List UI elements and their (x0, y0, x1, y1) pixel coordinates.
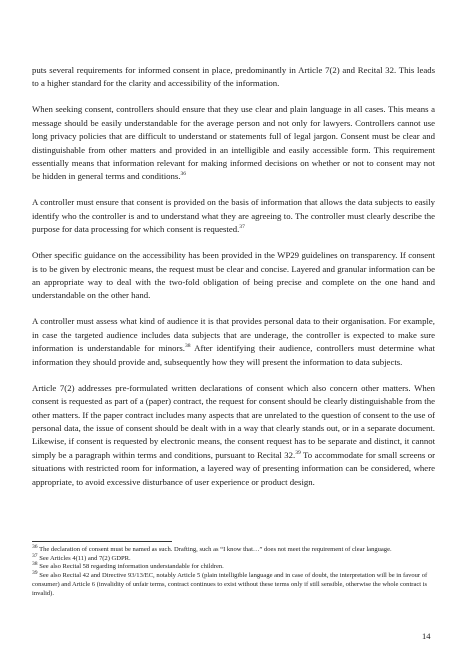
paragraph (32, 315, 435, 369)
footnote-number: 39 (32, 569, 38, 576)
paragraph-text: Other specific guidance on the accessibility has been provided in the WP29 guidelines on transparency. If consent is to be given by electronic means, the request must be clear and concise. Layered and granular information can be an appropriate way to deal with the two-fold obligation of being precise and complete on the one hand and understandable on the other hand. (32, 250, 435, 301)
paragraph (32, 64, 435, 91)
footnote-text: See also Recital 42 and Directive 93/13/EC, notably Article 5 (plain intelligible language and in case of doubt, the interpretation will be in favour of consumer) and Article 6 (invalidity of unfair terms, contract continues to exist without these terms only if still sensible, otherwise the whole contract is invalid). (32, 572, 428, 597)
footnote-number: 38 (32, 561, 38, 568)
footnote-reference[interactable]: 39 (295, 449, 301, 456)
footnote-reference[interactable]: 37 (239, 224, 245, 231)
paragraph-text: A controller must ensure that consent is provided on the basis of information that allows the data subjects to easily identify who the controller is and to understand what they are agreeing to. The controller must clearly describe the purpose for data processing for which consent is requested. (32, 197, 435, 235)
paragraph (32, 249, 435, 303)
footnote-text: See also Recital 58 regarding information understandable for children. (37, 563, 224, 571)
footnote-text: The declaration of consent must be named as such. Drafting, such as “I know that…” does not meet the requirement of clear language. (37, 546, 392, 553)
footnote (32, 563, 435, 572)
footnote-number: 37 (32, 552, 38, 559)
footnote-text: See Articles 4(11) and 7(2) GDPR. (37, 554, 131, 562)
footnote-number: 36 (32, 543, 38, 550)
paragraph-text: puts several requirements for informed consent in place, predominantly in Article 7(2) and Recital 32. This leads to a higher standard for the clarity and accessibility of the information. (32, 65, 435, 89)
footnote (32, 569, 435, 598)
paragraph-text: When seeking consent, controllers should ensure that they use clear and plain language in all cases. This means a message should be easily understandable for the average person and not only for lawyers. Controllers cannot use long privacy policies that are difficult to understand or statements full of legal jargon. Consent must be clear and distinguishable from other matters and provided in an intelligible and easily accessible form. This requirement essentially means that information relevant for making informed decisions on whether or not to consent may not be hidden in general terms and conditions. (32, 104, 435, 182)
footnote (32, 543, 435, 555)
paragraph (32, 103, 435, 183)
footnote-reference[interactable]: 36 (180, 171, 187, 178)
paragraph (32, 196, 435, 236)
footnotes (32, 543, 435, 598)
footnote-divider (32, 541, 172, 542)
paragraph-text: After identifying their audience, controllers must determine what information they should provide and, subsequently how they will present the information to data subjects. (32, 343, 435, 367)
page-number: 14 (422, 631, 431, 641)
document-body (32, 64, 435, 502)
paragraph-text: To accommodate for small screens or situations with restricted room for information, a layered way of presenting information can be considered, where appropriate, to avoid excessive disturbance of user experience or product design. (32, 449, 435, 487)
footnote-reference[interactable]: 38 (184, 343, 191, 350)
paragraph-text: Article 7(2) addresses pre-formulated written declarations of consent which also concern other matters. When consent is requested as part of a (paper) contract, the request for consent should be clearly distinguishable from the other matters. If the paper contract includes many aspects that are unrelated to the question of consent to the use of personal data, the issue of consent should be dealt with in a way that clearly stands out, or in a separate document. Likewise, if consent is requested by electronic means, the consent request has to be separate and distinct, it cannot simply be a paragraph within terms and conditions, pursuant to Recital 32. (32, 382, 435, 460)
paragraph-text: A controller must assess what kind of audience it is that provides personal data to their organisation. For example, in case the targeted audience includes data subjects that are underage, the controller is expected to make sure information is understandable for minors. (32, 316, 435, 354)
paragraph (32, 382, 435, 489)
